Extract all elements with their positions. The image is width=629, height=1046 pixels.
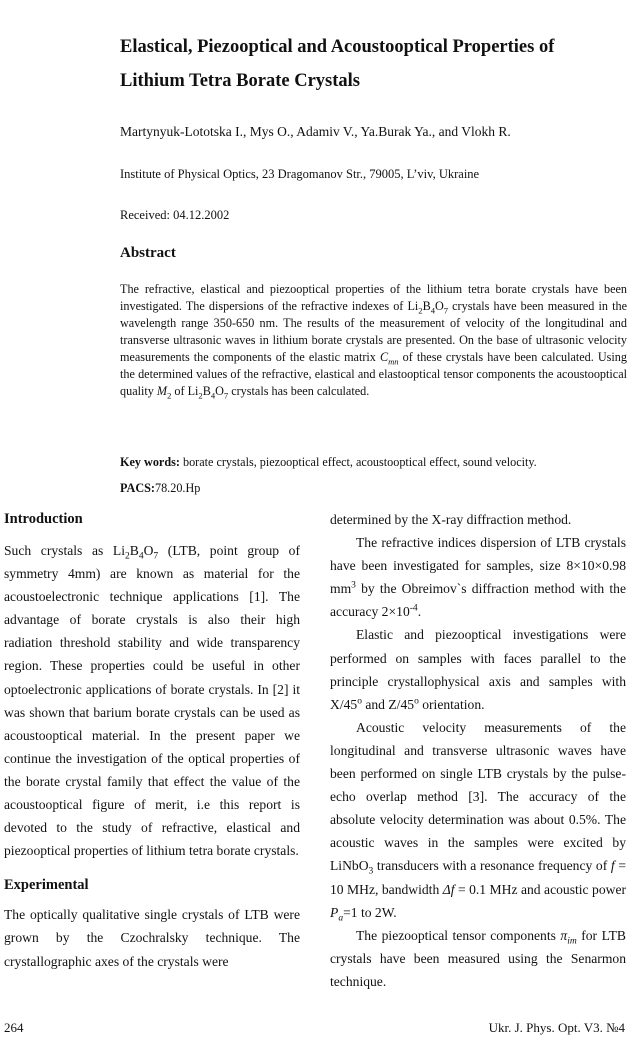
refractive-paragraph: The refractive indices dispersion of LTB crystals have been investigated for samples, size 8×10×0.98 $mm^3$ by the Obreimov`s diffraction method with the accuracy $2\times 10^{-4}$. xyxy=(330,535,626,620)
abstract-heading: Abstract xyxy=(120,245,176,261)
affiliation: Institute of Physical Optics, 23 Dragomanov Str., 79005, L’viv, Ukraine xyxy=(120,167,480,181)
acoustic-paragraph: Acoustic velocity measurements of the longitudinal and transverse ultrasonic waves have been performed on single LTB crystals by the pulse-echo overlap method [3]. The accuracy of the absolute velocity determination was about 0.5%. The acoustic waves in the samples were excited by LiNbO$_3$ transducers with a resonance frequency of f = 10 MHz, bandwidth Δf = 0.1 MHz and acoustic power $P_a=1$ to 2W. xyxy=(330,719,627,924)
experimental-paragraph: The optically qualitative single crystals of LTB were grown by the Czochralsky technique. The crystallographic axes of the crystals were xyxy=(4,907,300,969)
abstract-text: The refractive, elastical and piezooptical properties of the lithium tetra borate crystals have been investigated. The dispersions of the refractive indexes of $Li_2B_4O_7$ crystals have been measured in the wavelength range 350-650 nm. The results of the measurement of velocity of the longitudinal and transverse ultrasonic waves in lithium borate crystals are presented. On the base of ultrasonic velocity measurements the components of the elastic matrix $C_{mn}$ of these crystals have been calculated. Using the determined values of the refractive, elastical and elastooptical tensor components the acoustooptical quality $M_2$ of $Li_2B_4O_7$ crystals has been calculated. xyxy=(120,282,627,401)
section-heading-introduction: Introduction xyxy=(4,511,83,527)
page-number: 264 xyxy=(4,1020,24,1035)
continued-paragraph: determined by the X-ray diffraction method. xyxy=(330,512,572,527)
elastic-paragraph: Elastic and piezooptical investigations were performed on samples with faces parallel to the principle crystallophysical axis and samples with X/45$^o$ and Z/45$^o$ orientation. xyxy=(330,627,626,712)
received-date: Received: 04.12.2002 xyxy=(120,208,230,222)
authors: Martynyuk-Lototska I., Mys O., Adamiv V., Ya.Burak Ya., and Vlokh R. xyxy=(120,124,511,139)
journal-citation: Ukr. J. Phys. Opt. V3. №4 xyxy=(488,1020,625,1035)
pacs: PACS:78.20.Hp xyxy=(120,481,201,495)
right-column xyxy=(330,508,626,993)
section-heading-experimental: Experimental xyxy=(4,877,89,894)
intro-paragraph: Such crystals as $Li_2B_4O_7$ (LTB, point group of symmetry 4mm) are known as material for the acoustoelectronic technique applications [1]. The advantage of borate crystals is also their high radiation threshold stability and wide transparency region. These properties could be useful in other optoelectronic applications of borate crystals. In [2] it was shown that barium borate crystals can be used as acoustooptical material. In the present paper we continue the investigation of the optical properties of the borate crystal family that effect the value of the acoustooptical figure of merit, i.e this report is devoted to the study of refractive, elastical and piezooptical properties of lithium tetra borate crystals. xyxy=(4,543,300,859)
keywords: Key words: borate crystals, piezooptical effect, acoustooptical effect, sound velocity. xyxy=(120,455,537,469)
piezooptical-paragraph: The piezooptical tensor components $\pi_{im}$ for LTB crystals have been measured using the Senarmon technique. xyxy=(330,927,626,989)
left-column xyxy=(4,508,300,973)
paper-title: Elastical, Piezooptical and Acoustooptical Properties of Lithium Tetra Borate Crystals xyxy=(120,37,555,91)
